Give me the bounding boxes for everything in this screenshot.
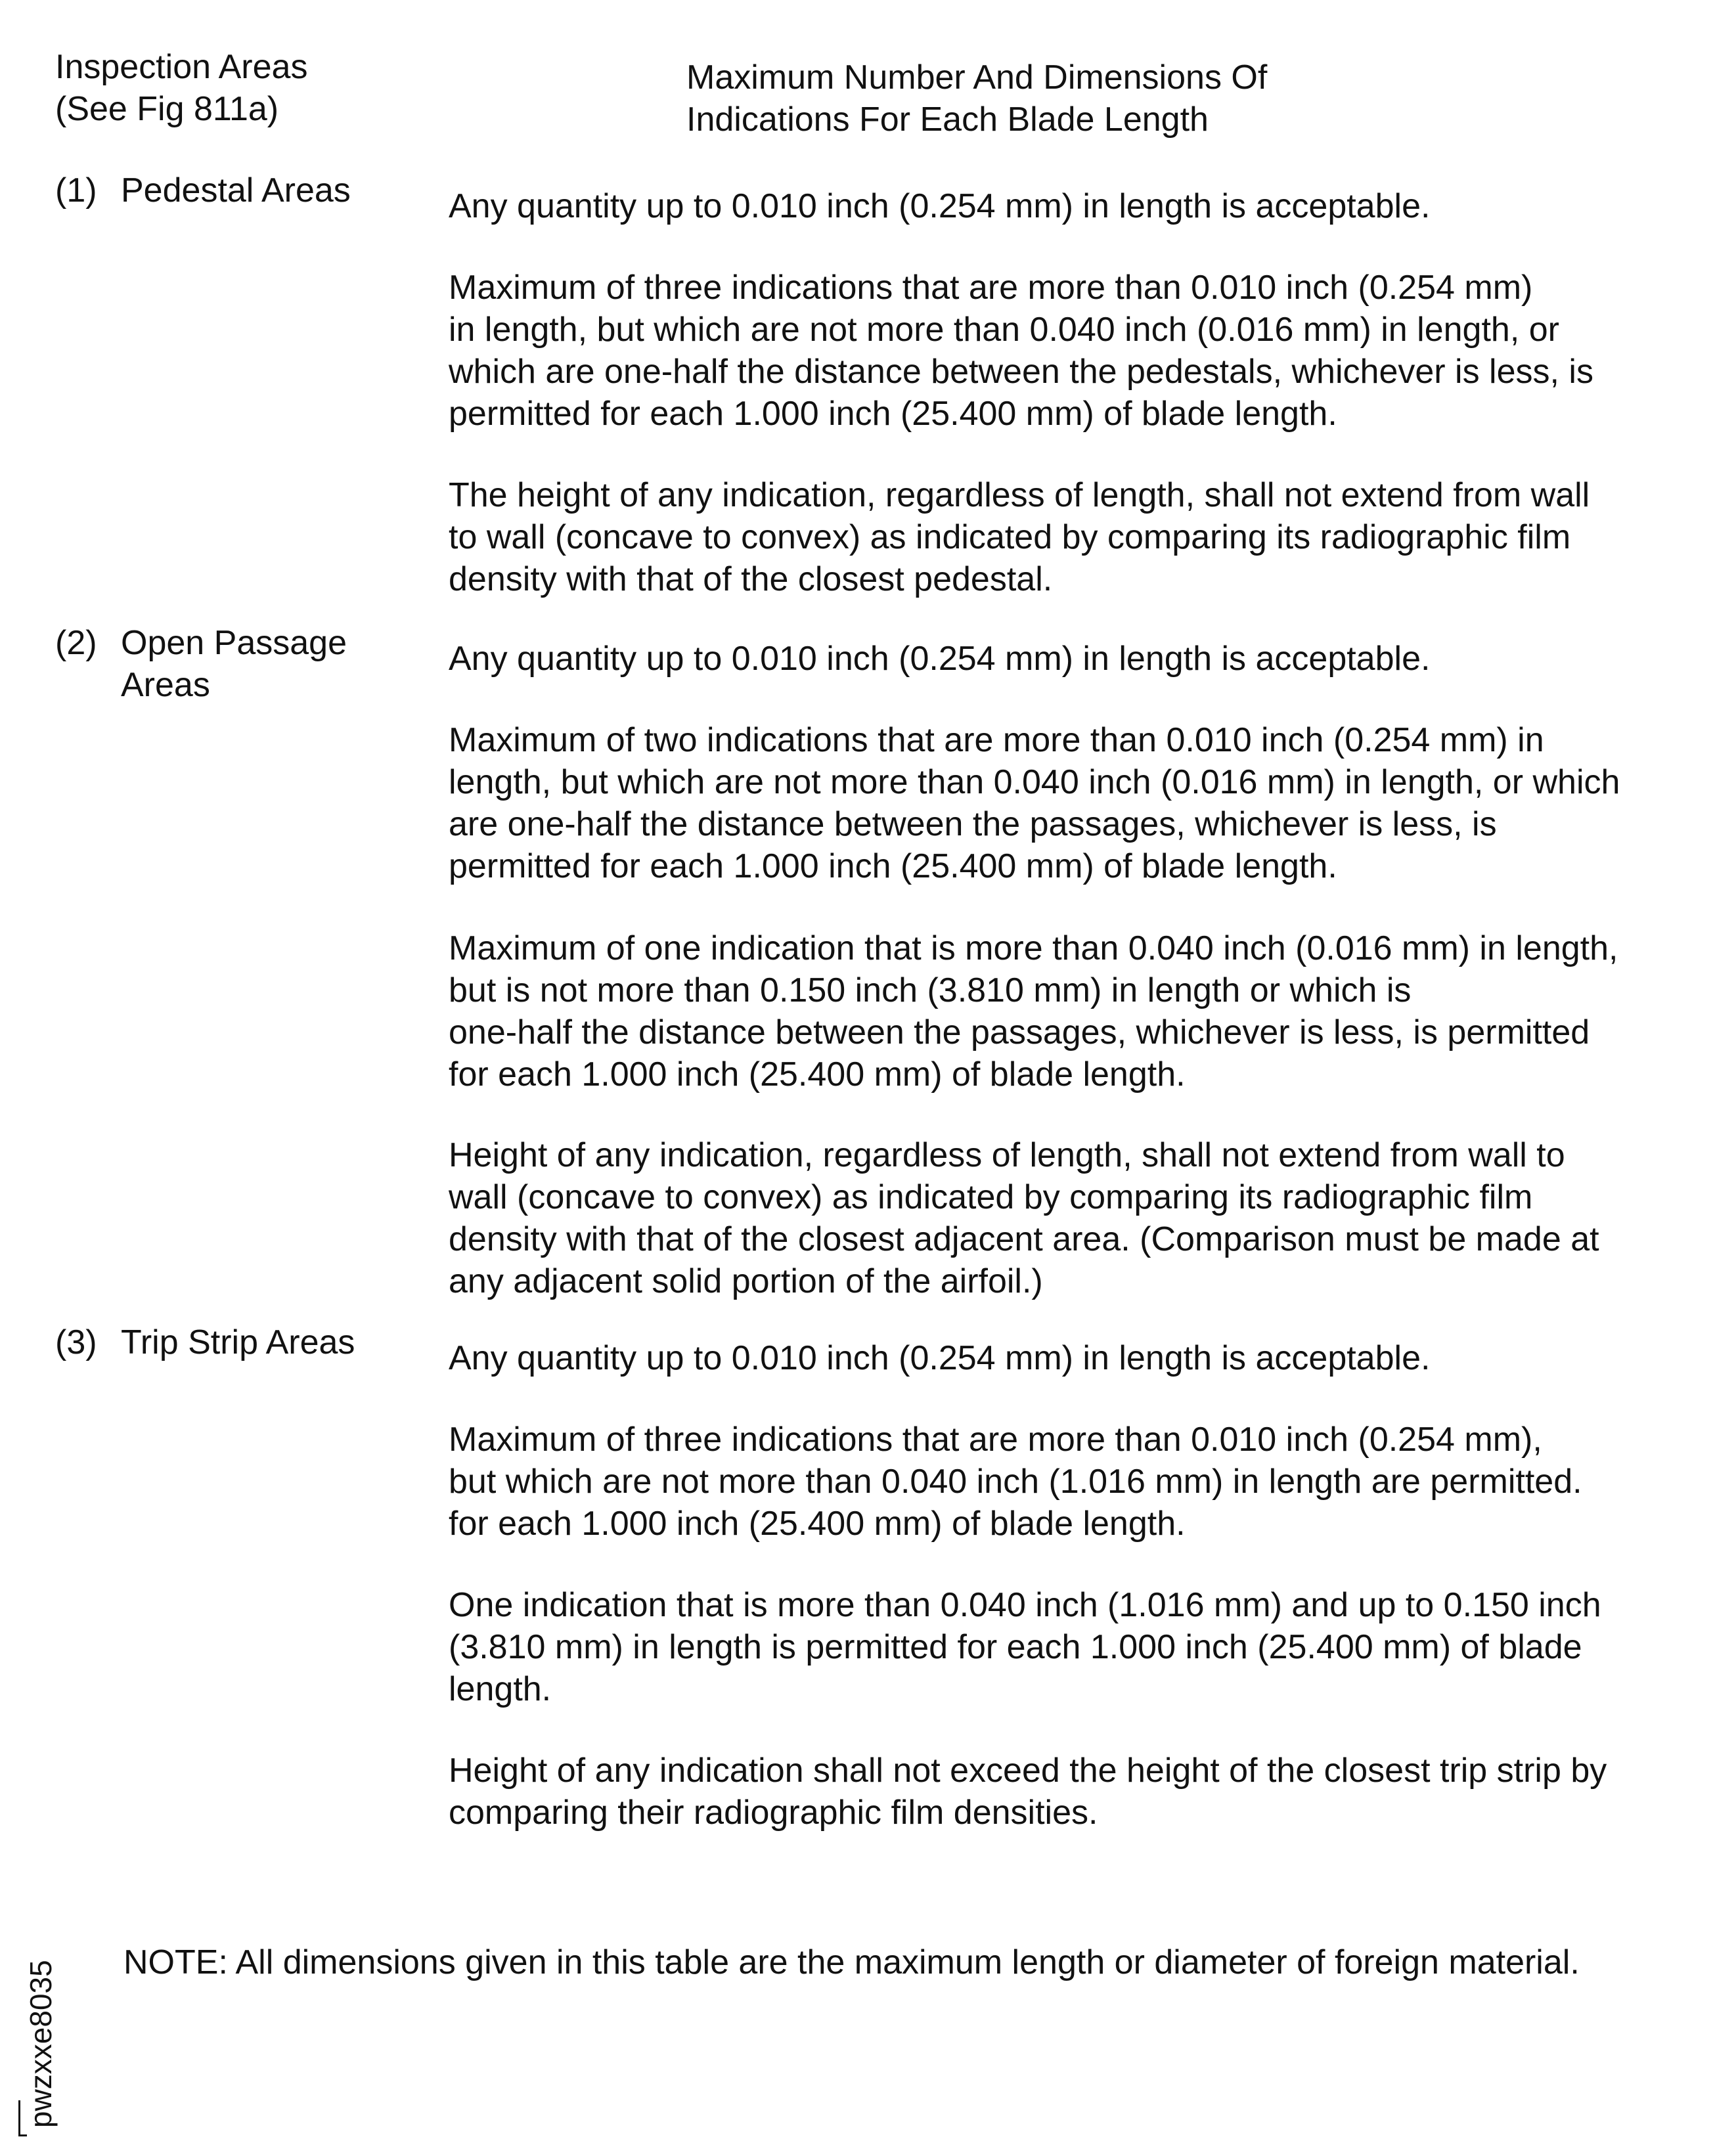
criteria-paragraph: Maximum of two indications that are more than 0.010 inch (0.254 mm) in length, but which are not more than 0.040 inch (0.016 mm) in length, or which are one-half the distance between the passages, whichever is less, is permitted for each 1.000 inch (25.400 mm) of blade length.: [449, 721, 1620, 885]
criteria-paragraph: Maximum of one indication that is more than 0.040 inch (0.016 mm) in length, but is not more than 0.150 inch (3.810 mm) in length or which is one-half the distance between the passages, whichever is less, is permitted for each 1.000 inch (25.400 mm) of blade length.: [449, 929, 1618, 1094]
criteria-paragraph: Any quantity up to 0.010 inch (0.254 mm) in length is acceptable.: [449, 640, 1431, 678]
criteria-paragraph: Any quantity up to 0.010 inch (0.254 mm) in length is acceptable.: [449, 187, 1431, 225]
row-area-name: Trip Strip Areas: [121, 1323, 355, 1361]
row-area-name: Open Passage Areas: [121, 624, 347, 704]
criteria-paragraph: Maximum of three indications that are more than 0.010 inch (0.254 mm) in length, but which are not more than 0.040 inch (0.016 mm) in length, or which are one-half the distance between the pedestals, whichever is less, is permitted for each 1.000 inch (25.400 mm) of blade length.: [449, 269, 1593, 433]
column-header-maximum-number: [686, 56, 1540, 141]
figure-id-label: [18, 1905, 64, 2141]
row-number: (3): [55, 1323, 97, 1361]
header-right-line-2: Indications For Each Blade Length: [686, 100, 1209, 139]
criteria-paragraph: One indication that is more than 0.040 inch (1.016 mm) and up to 0.150 inch (3.810 mm) in length is permitted for each 1.000 inch (25.400 mm) of blade length.: [449, 1586, 1601, 1708]
header-left-line-2: (See Fig 811a): [55, 90, 279, 128]
criteria-paragraph: Any quantity up to 0.010 inch (0.254 mm) in length is acceptable.: [449, 1339, 1431, 1377]
criteria-paragraph: Maximum of three indications that are more than 0.010 inch (0.254 mm), but which are not more than 0.040 inch (1.016 mm) in length are permitted. for each 1.000 inch (25.400 mm) of blade length.: [449, 1421, 1582, 1543]
row-number: (1): [55, 171, 97, 210]
table-note: NOTE: All dimensions given in this table are the maximum length or diameter of foreign material.: [123, 1943, 1580, 1981]
row-number: (2): [55, 624, 97, 662]
header-right-line-1: Maximum Number And Dimensions Of: [686, 58, 1268, 97]
row-area-name: Pedestal Areas: [121, 171, 351, 210]
criteria-paragraph: Height of any indication shall not exceed the height of the closest trip strip by comparing their radiographic film densities.: [449, 1752, 1607, 1832]
column-header-inspection-areas: [55, 46, 423, 130]
criteria-paragraph: Height of any indication, regardless of length, shall not extend from wall to wall (concave to convex) as indicated by comparing its radiographic film density with that of the closest adjacent area. (Comparison must be made at any adjacent solid portion of the airfoil.): [449, 1136, 1599, 1300]
figure-id-text: pwzxxe8035: [24, 1960, 58, 2128]
criteria-paragraph: The height of any indication, regardless of length, shall not extend from wall to wall (concave to convex) as indicated by comparing its radiographic film density with that of the closest pedestal.: [449, 476, 1590, 598]
header-left-line-1: Inspection Areas: [55, 48, 308, 86]
